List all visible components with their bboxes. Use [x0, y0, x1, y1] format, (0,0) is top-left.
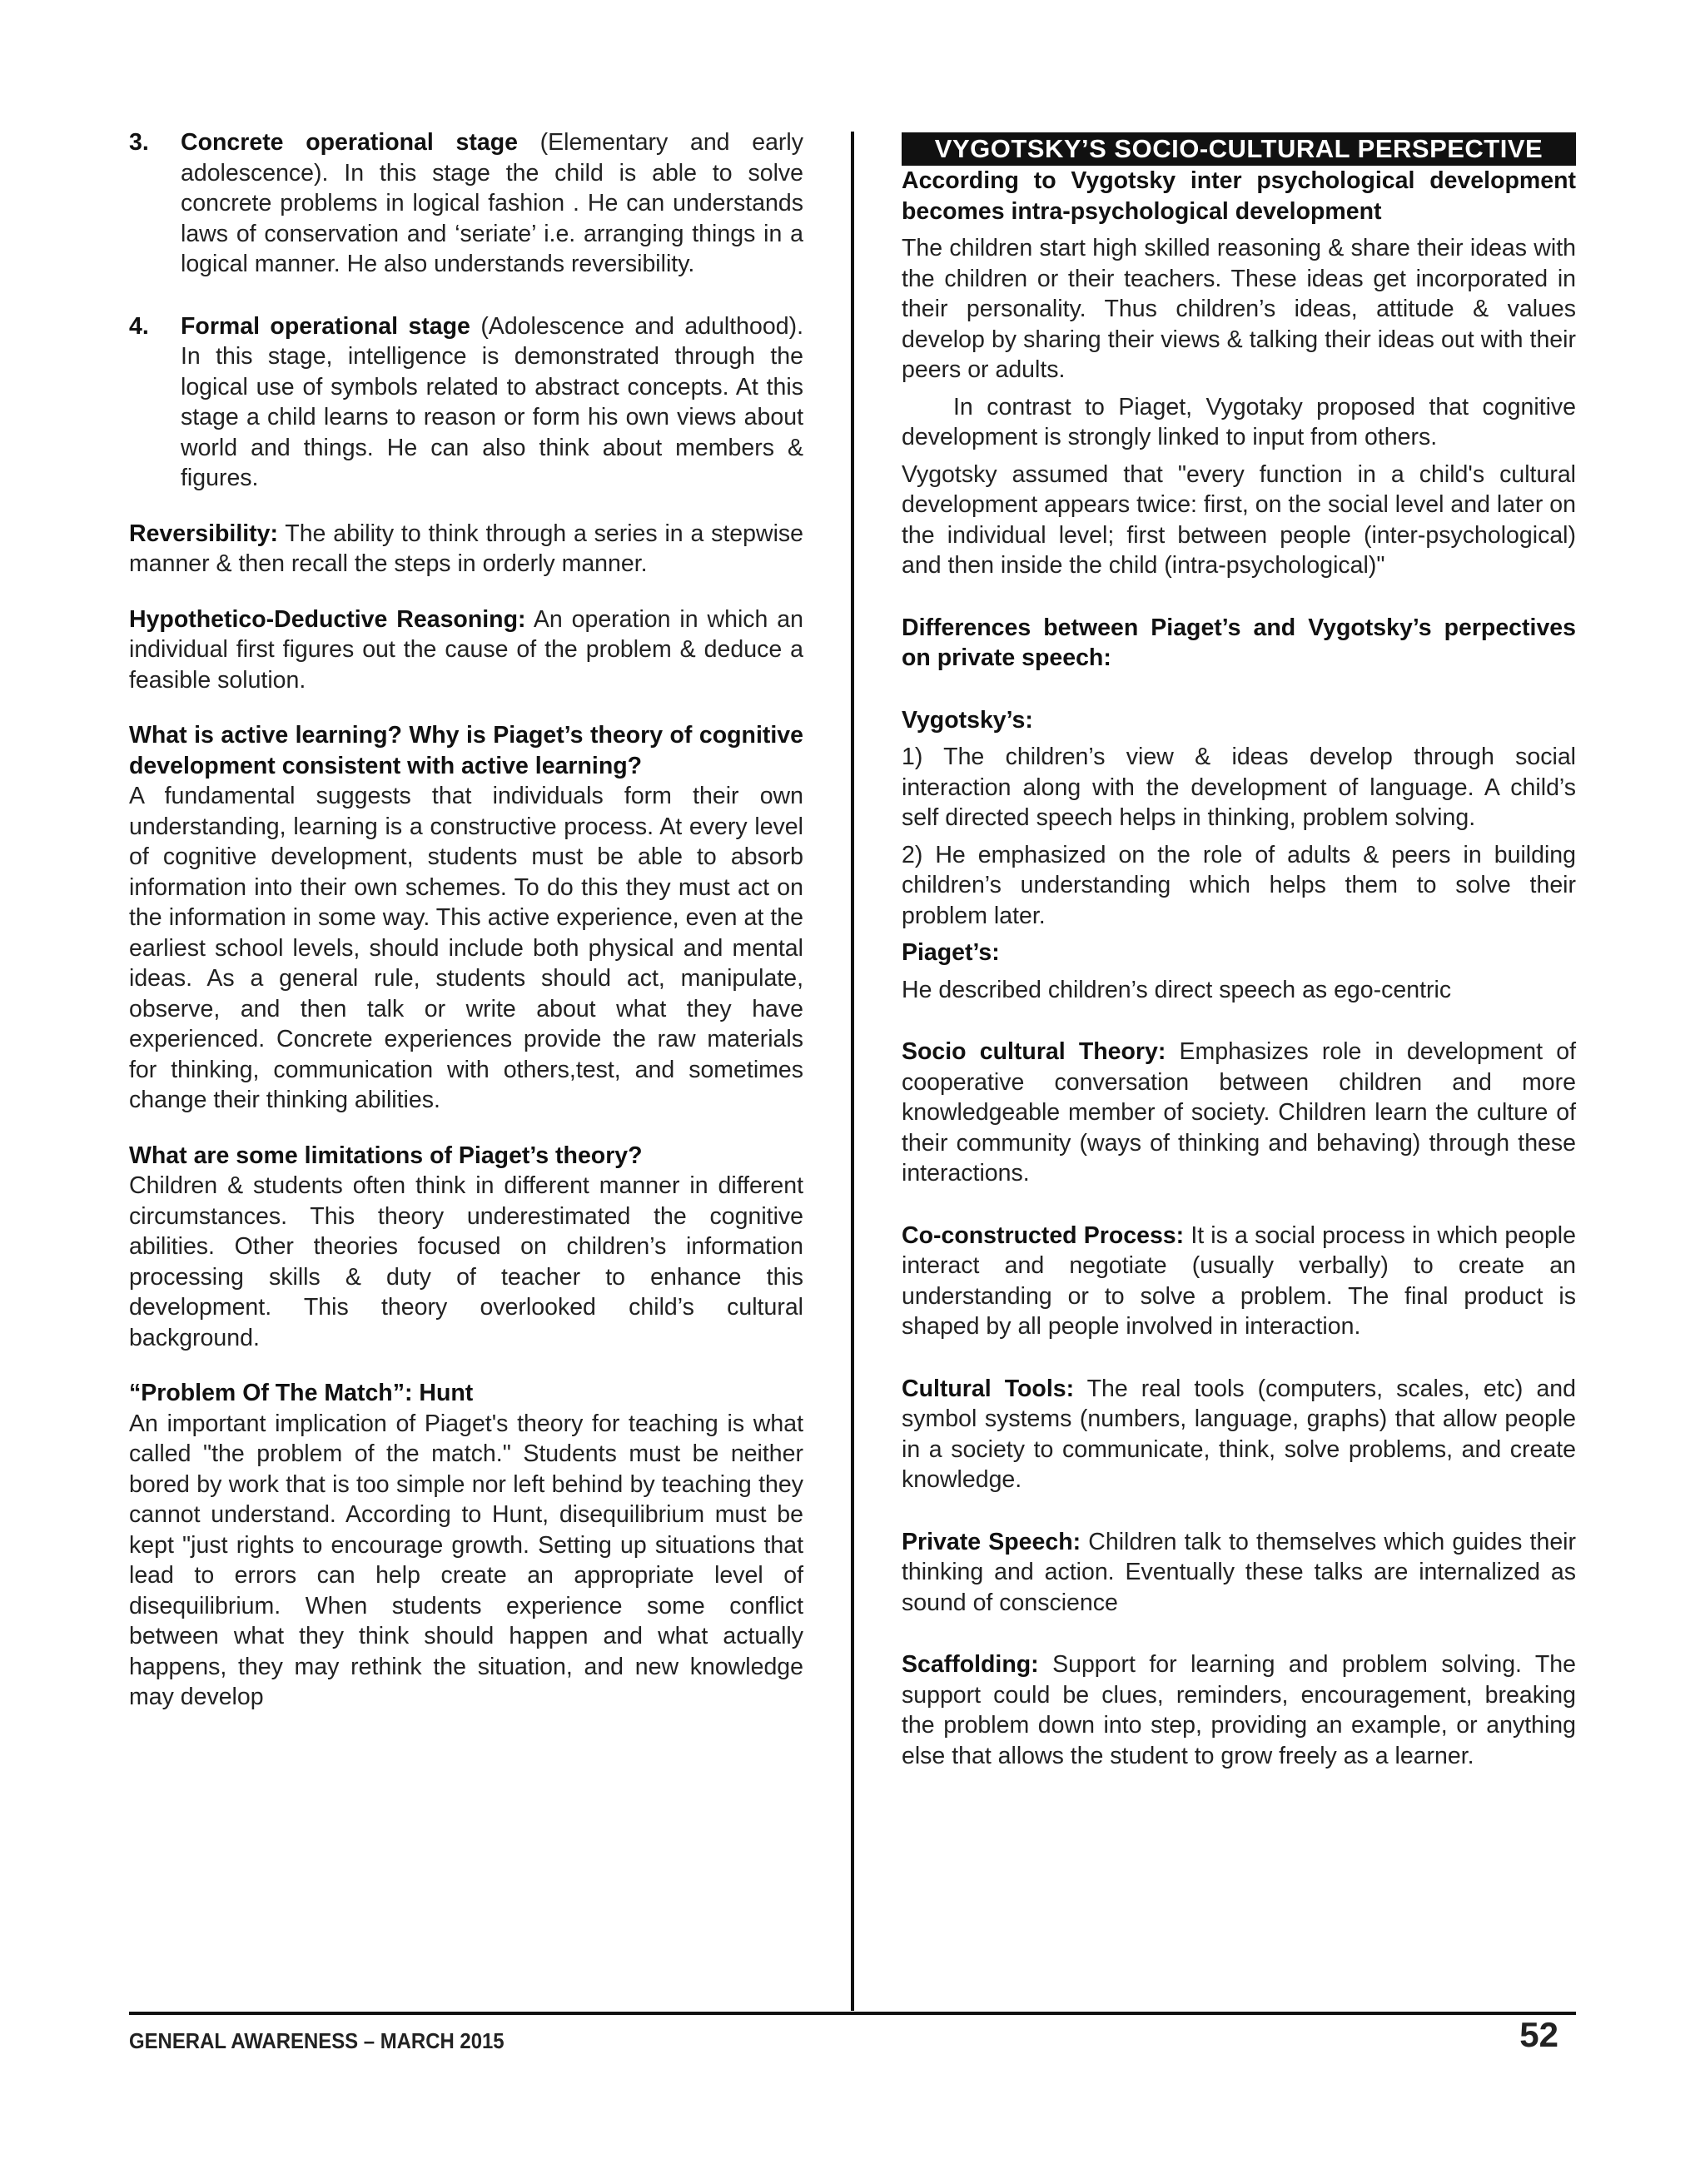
- term-title: Hypothetico-Deductive Reasoning:: [129, 605, 526, 633]
- term-title: Scaffolding:: [902, 1651, 1039, 1678]
- term-title: Socio cultural Theory:: [902, 1038, 1166, 1065]
- limitations-heading: What are some limitations of Piaget’s theory?: [129, 1142, 643, 1169]
- term-title: Private Speech:: [902, 1528, 1081, 1555]
- term-title: Reversibility:: [129, 520, 278, 547]
- term-title: Concrete operational stage: [181, 129, 518, 156]
- active-learning-text: A fundamental suggests that individuals form their own understanding, learning is a constructive process. At every level of cognitive development, students must be able to absorb information into their own schemes. To do this they must act on the information in some way. This active experience, even at the earliest school levels, should include both physical and mental ideas. As a general rule, students should act, manipulate, observe, and then talk or write about what they have experienced. Concrete experiences provide the raw materials for thinking, communication with others,test, and sometimes change their thinking abilities.: [129, 783, 803, 1113]
- right-column: [902, 127, 1576, 1771]
- term-text: The real tools (computers, scales, etc) and symbol systems (numbers, language, graphs) that allow people in a society to communicate, think, solve problems, and create knowledge.: [902, 1375, 1576, 1493]
- reversibility-paragraph: [129, 519, 803, 580]
- paragraph: Vygotsky assumed that "every function in a child's cultural development appears twice: first, on the social level and later on the individual level; first between people (inter-psychological) and then inside the child (intra-psychological)": [902, 460, 1576, 579]
- term-text: An operation in which an individual first figures out the cause of the problem & deduce a feasible solution.: [129, 605, 804, 694]
- term-text: Support for learning and problem solving. The support could be clues, reminders, encouragement, breaking the problem down into step, providing an example, or anything else that allows the student to grow freely as a learner.: [902, 1651, 1576, 1769]
- match-heading: “Problem Of The Match”: Hunt: [129, 1380, 474, 1406]
- scaffolding-paragraph: [902, 1649, 1576, 1771]
- cultural-tools-paragraph: [902, 1374, 1576, 1495]
- term-title: Cultural Tools:: [902, 1375, 1075, 1402]
- list-item-concrete-operational: [129, 127, 803, 280]
- list-item-formal-operational: [129, 311, 803, 494]
- vygotsky-label: Vygotsky’s:: [902, 706, 1033, 734]
- active-learning-heading: What is active learning? Why is Piaget’s theory of cognitive development consistent with active learning?: [129, 722, 803, 779]
- socio-cultural-paragraph: [902, 1037, 1576, 1189]
- term-title: Co-constructed Process:: [902, 1221, 1185, 1249]
- list-number: 3.: [129, 129, 149, 156]
- term-title: Formal operational stage: [181, 312, 470, 340]
- limitations-text: Children & students often think in different manner in different circumstances. This theory underestimated the cognitive abilities. Other theories focused on children’s information processing skills & duty of teacher to enhance this development. This theory overlooked child’s cultural background.: [129, 1172, 803, 1351]
- match-text: An important implication of Piaget's theory for teaching is what called "the problem of the match." Students must be neither bored by work that is too simple nor left behind by teaching they cannot understand. According to Hunt, disequilibrium must be kept "just rights to encourage growth. Setting up situations that lead to errors can help create an appropriate level of disequilibrium. When students experience some conflict between what they think should happen and what actually happens, they may rethink the situation, and new knowledge may develop: [129, 1410, 803, 1710]
- term-text: The ability to think through a series in a stepwise manner & then recall the steps in orderly manner.: [129, 520, 803, 577]
- intro-bold: According to Vygotsky inter psychological development becomes intra-psychological development: [902, 167, 1576, 225]
- footer-rule: [129, 2012, 1576, 2015]
- piaget-label: Piaget’s:: [902, 939, 1000, 966]
- term-text: (Elementary and early adolescence). In this stage the child is able to solve concrete problems in logical fashion . He can understands laws of conservation and ‘seriate’ i.e. arranging things in a logical manner. He also understands reversibility.: [181, 129, 803, 277]
- term-text: Emphasizes role in development of cooperative conversation between children and more knowledgeable member of society. Children learn the culture of their community (ways of thinking and behaving) through these interactions.: [902, 1038, 1576, 1187]
- vygotsky-point: 2) He emphasized on the role of adults & peers in building children’s understanding which helps them to solve their problem later.: [902, 841, 1576, 929]
- column-divider: [851, 132, 854, 2011]
- paragraph: In contrast to Piaget, Vygotaky proposed that cognitive development is strongly linked to input from others.: [902, 393, 1576, 450]
- list-number: 4.: [129, 312, 149, 340]
- term-text: (Adolescence and adulthood). In this stage, intelligence is demonstrated through the logical use of symbols related to abstract concepts. At this stage a child learns to reason or form his own views about world and things. He can also think about members & figures.: [181, 312, 803, 491]
- co-constructed-paragraph: [902, 1221, 1576, 1342]
- term-text: It is a social process in which people interact and negotiate (usually verbally) to create an understanding or to solve a problem. The final product is shaped by all people involved in interaction.: [902, 1221, 1576, 1340]
- footer-publication: GENERAL AWARENESS – MARCH 2015: [129, 2028, 505, 2053]
- paragraph: The children start high skilled reasoning & share their ideas with the children or their teachers. These ideas get incorporated in their personality. Thus children’s ideas, attitude & values develop by sharing their views & talking their ideas out with their peers or adults.: [902, 235, 1576, 383]
- piaget-point: He described children’s direct speech as ego-centric: [902, 976, 1452, 1003]
- section-banner: VYGOTSKY’S SOCIO-CULTURAL PERSPECTIVE: [902, 132, 1576, 166]
- page-number: 52: [1519, 2015, 1558, 2054]
- vygotsky-point: 1) The children’s view & ideas develop through social interaction along with the development of language. A child’s self directed speech helps in thinking, problem solving.: [902, 744, 1576, 831]
- private-speech-paragraph: [902, 1527, 1576, 1619]
- left-column: [129, 127, 803, 1713]
- term-text: Children talk to themselves which guides their thinking and action. Eventually these talks are internalized as sound of conscience: [902, 1528, 1576, 1616]
- list-body: [181, 127, 803, 280]
- hypothetico-paragraph: [129, 604, 803, 696]
- differences-heading: Differences between Piaget’s and Vygotsky’s perpectives on private speech:: [902, 614, 1576, 671]
- list-body: [181, 311, 803, 494]
